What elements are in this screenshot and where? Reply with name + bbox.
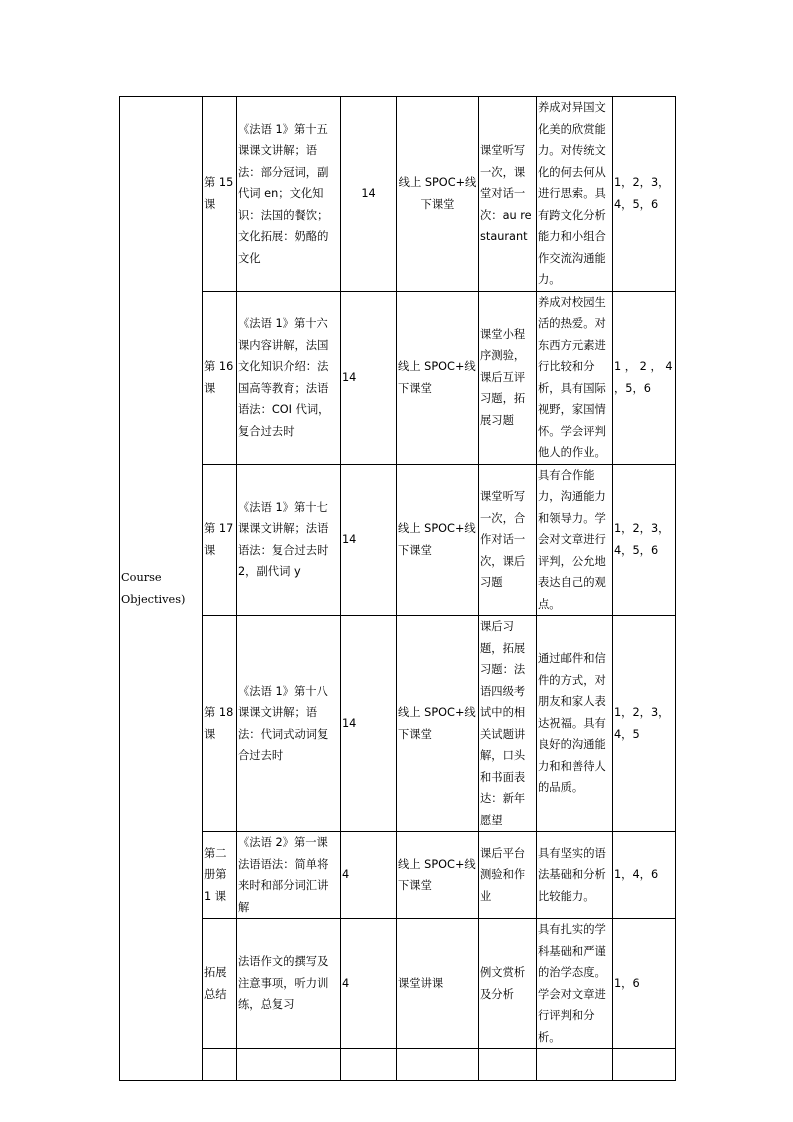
objectives-cell: [613, 1049, 676, 1081]
course-objectives-label: Course Objectives): [120, 97, 203, 1081]
course-schedule-table: [119, 96, 676, 1081]
goal-cell: 养成对异国文化美的欣赏能力。对传统文化的何去何从进行思索。具有跨文化分析能力和小组合作交流沟通能力。: [537, 97, 613, 292]
teaching-mode-cell: 线上 SPOC+线下课堂: [397, 97, 479, 292]
lesson-cell: 第 15 课: [203, 97, 237, 292]
objectives-cell: 1，6: [613, 919, 676, 1049]
objectives-cell: 1，4，6: [613, 832, 676, 919]
hours-cell: 14: [341, 97, 397, 292]
assessment-cell: 课后习题，拓展习题：法语四级考试中的相关试题讲解，口头和书面表达：新年愿望: [479, 616, 537, 832]
assessment-cell: [479, 1049, 537, 1081]
lesson-cell: 第 18 课: [203, 616, 237, 832]
hours-cell: 14: [341, 291, 397, 464]
lesson-cell: 第 16 课: [203, 291, 237, 464]
teaching-mode-cell: 课堂讲课: [397, 919, 479, 1049]
content-cell: 《法语 1》第十七课课文讲解；法语语法：复合过去时 2，副代词 y: [237, 464, 341, 616]
teaching-mode-cell: 线上 SPOC+线下课堂: [397, 616, 479, 832]
objectives-cell: 1，2，3，4，5，6: [613, 97, 676, 292]
hours-cell: [341, 1049, 397, 1081]
goal-cell: 具有坚实的语法基础和分析比较能力。: [537, 832, 613, 919]
table-row: [120, 919, 676, 1049]
teaching-mode-cell: 线上 SPOC+线下课堂: [397, 464, 479, 616]
objectives-cell: 1，2，3，4，5: [613, 616, 676, 832]
content-cell: 《法语 1》第十五课课文讲解；语法：部分冠词，副代词 en；文化知识：法国的餐饮；文化拓展：奶酪的文化: [237, 97, 341, 292]
table-row: [120, 1049, 676, 1081]
goal-cell: 具有合作能力，沟通能力和领导力。学会对文章进行评判，公允地表达自己的观点。: [537, 464, 613, 616]
hours-cell: 4: [341, 832, 397, 919]
content-cell: 《法语 1》第十八课课文讲解；语法：代词式动词复合过去时: [237, 616, 341, 832]
assessment-cell: 课后平台测验和作业: [479, 832, 537, 919]
teaching-mode-cell: [397, 1049, 479, 1081]
objectives-cell: 1 ， 2 ， 4 ，5，6: [613, 291, 676, 464]
lesson-cell: 拓展总结: [203, 919, 237, 1049]
table-row: [120, 464, 676, 616]
lesson-cell: 第二册第 1 课: [203, 832, 237, 919]
lesson-cell: 第 17 课: [203, 464, 237, 616]
assessment-cell: 课堂听写一次，合作对话一次，课后习题: [479, 464, 537, 616]
hours-cell: 14: [341, 616, 397, 832]
content-cell: 法语作文的撰写及注意事项，听力训练，总复习: [237, 919, 341, 1049]
lesson-cell: [203, 1049, 237, 1081]
teaching-mode-cell: 线上 SPOC+线下课堂: [397, 832, 479, 919]
content-cell: 《法语 2》第一课法语语法：简单将来时和部分词汇讲解: [237, 832, 341, 919]
goal-cell: 养成对校园生活的热爱。对东西方元素进行比较和分析，具有国际视野，家国情怀。学会评判他人的作业。: [537, 291, 613, 464]
teaching-mode-cell: 线上 SPOC+线下课堂: [397, 291, 479, 464]
table-row: [120, 97, 676, 292]
table-row: [120, 291, 676, 464]
assessment-cell: 课堂小程序测验，课后互评习题，拓展习题: [479, 291, 537, 464]
goal-cell: 具有扎实的学科基础和严谨的治学态度。学会对文章进行评判和分析。: [537, 919, 613, 1049]
hours-cell: 14: [341, 464, 397, 616]
content-cell: [237, 1049, 341, 1081]
table-row: [120, 616, 676, 832]
table-row: [120, 832, 676, 919]
assessment-cell: 课堂听写一次，课堂对话一次：au restaurant: [479, 97, 537, 292]
content-cell: 《法语 1》第十六课内容讲解，法国文化知识介绍：法国高等教育；法语语法：COI 代词，复合过去时: [237, 291, 341, 464]
assessment-cell: 例文赏析及分析: [479, 919, 537, 1049]
goal-cell: [537, 1049, 613, 1081]
goal-cell: 通过邮件和信件的方式，对朋友和家人表达祝福。具有良好的沟通能力和和善待人的品质。: [537, 616, 613, 832]
objectives-cell: 1，2，3，4，5，6: [613, 464, 676, 616]
hours-cell: 4: [341, 919, 397, 1049]
